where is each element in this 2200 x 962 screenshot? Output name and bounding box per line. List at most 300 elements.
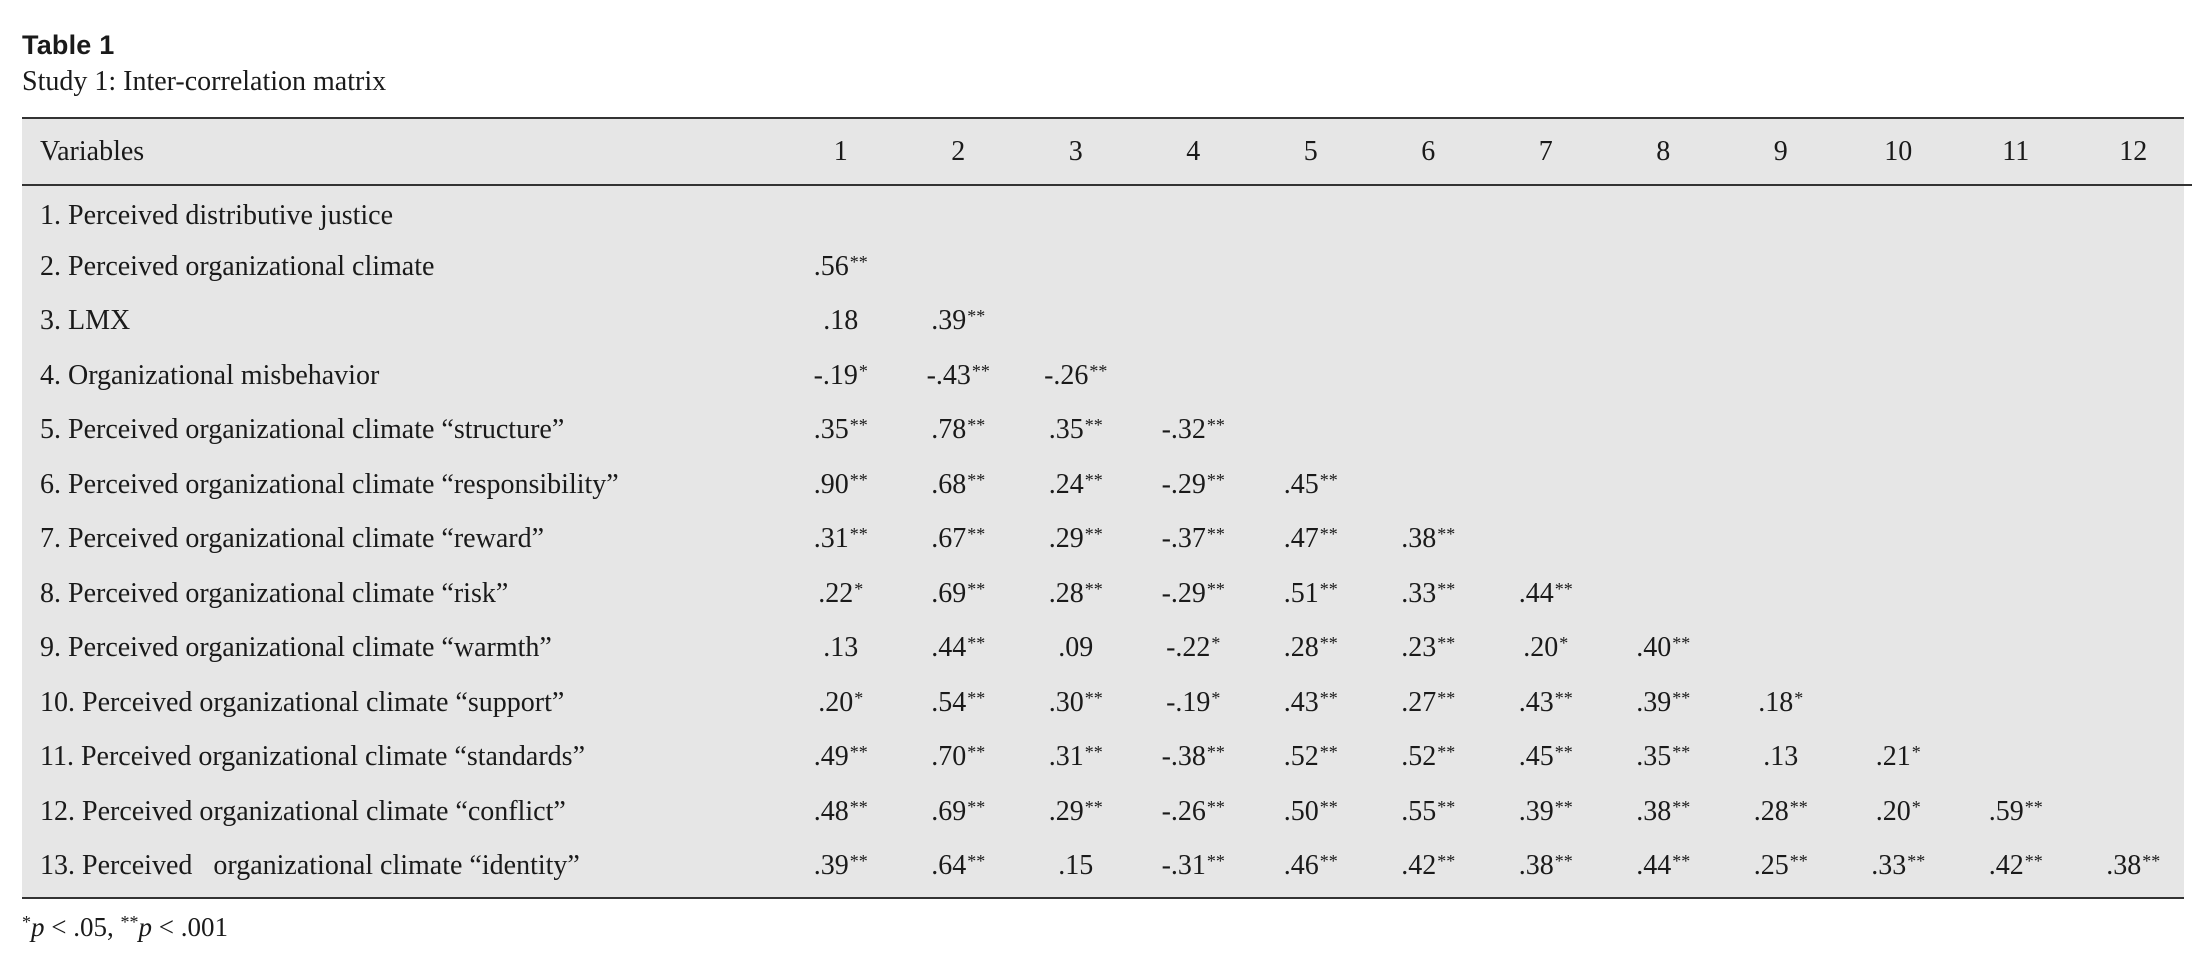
- correlation-cell: [1135, 785, 1253, 840]
- correlation-cell: [1135, 349, 1253, 404]
- significance-stars: **: [1789, 796, 1808, 817]
- correlation-cell: [2075, 403, 2193, 458]
- significance-stars: **: [1554, 687, 1573, 708]
- correlation-cell: [1135, 294, 1253, 349]
- table-row: [22, 730, 2192, 785]
- correlation-cell: [782, 512, 900, 567]
- correlation-cell: [1487, 294, 1605, 349]
- variable-name: 2. Perceived organizational climate: [40, 250, 435, 282]
- correlation-cell: [2075, 730, 2193, 785]
- significance-stars: *: [1911, 796, 1921, 817]
- significance-stars: **: [849, 251, 868, 272]
- correlation-cell: [1487, 403, 1605, 458]
- correlation-cell: [1017, 294, 1135, 349]
- correlation-cell: [900, 621, 1018, 676]
- correlation-cell: [1722, 185, 1840, 240]
- correlation-cell: [1840, 512, 1958, 567]
- significance-stars: **: [1206, 796, 1225, 817]
- significance-stars: **: [1206, 851, 1225, 872]
- correlation-cell: [900, 240, 1018, 295]
- correlation-value: -.29: [1161, 577, 1206, 609]
- correlation-cell: [1605, 512, 1723, 567]
- variable-name: 8. Perceived organizational climate “risk”: [40, 577, 509, 609]
- correlation-cell: [1370, 403, 1488, 458]
- significance-stars: **: [967, 851, 986, 872]
- correlation-cell: [900, 839, 1018, 894]
- significance-stars: **: [1206, 578, 1225, 599]
- correlation-value: .29: [1048, 795, 1084, 827]
- significance-stars: **: [967, 796, 986, 817]
- correlation-cell: [1722, 730, 1840, 785]
- correlation-value: .20: [1875, 795, 1911, 827]
- correlation-value: .30: [1048, 686, 1084, 718]
- correlation-cell: [1722, 621, 1840, 676]
- correlation-value: .52: [1401, 741, 1437, 773]
- significance-stars: **: [967, 469, 986, 490]
- correlation-cell: [1957, 349, 2075, 404]
- correlation-cell: [1252, 676, 1370, 731]
- correlation-cell: [1252, 458, 1370, 513]
- correlation-table-container: [22, 117, 2184, 899]
- significance-stars: **: [1206, 415, 1225, 436]
- significance-stars: **: [1437, 524, 1456, 545]
- correlation-cell: [900, 294, 1018, 349]
- correlation-value: .69: [931, 795, 967, 827]
- correlation-value: .48: [813, 795, 849, 827]
- significance-stars: **: [1319, 851, 1338, 872]
- correlation-cell: [1370, 240, 1488, 295]
- significance-stars: **: [1206, 524, 1225, 545]
- correlation-value: .15: [1058, 850, 1094, 882]
- significance-stars: **: [967, 578, 986, 599]
- significance-stars: **: [1206, 742, 1225, 763]
- table-body: [22, 185, 2192, 894]
- correlation-cell: [1605, 785, 1723, 840]
- correlation-value: .28: [1048, 577, 1084, 609]
- correlation-cell: [1017, 785, 1135, 840]
- correlation-value: -.38: [1161, 741, 1206, 773]
- correlation-value: .55: [1401, 795, 1437, 827]
- correlation-cell: [1252, 512, 1370, 567]
- correlation-cell: [782, 458, 900, 513]
- significance-stars: **: [2024, 796, 2043, 817]
- correlation-cell: [1017, 567, 1135, 622]
- correlation-cell: [1017, 512, 1135, 567]
- significance-stars: **: [1672, 851, 1691, 872]
- significance-stars: **: [1084, 687, 1103, 708]
- correlation-cell: [1605, 458, 1723, 513]
- correlation-cell: [1840, 185, 1958, 240]
- correlation-cell: [1840, 730, 1958, 785]
- footnote-p: p: [31, 912, 45, 942]
- column-header-3: 3: [1017, 119, 1135, 185]
- correlation-cell: [2075, 512, 2193, 567]
- correlation-value: .46: [1283, 850, 1319, 882]
- correlation-cell: [1957, 458, 2075, 513]
- correlation-cell: [1605, 349, 1723, 404]
- correlation-cell: [2075, 349, 2193, 404]
- correlation-value: .22: [818, 577, 854, 609]
- correlation-value: .47: [1283, 523, 1319, 555]
- correlation-value: .13: [1763, 741, 1799, 773]
- significance-stars: **: [1319, 742, 1338, 763]
- significance-stars: **: [1437, 633, 1456, 654]
- correlation-table: [22, 119, 2192, 894]
- correlation-value: -.19: [1166, 686, 1211, 718]
- correlation-cell: [1487, 512, 1605, 567]
- column-header-12: 12: [2075, 119, 2193, 185]
- correlation-value: .13: [823, 632, 859, 664]
- table-row: [22, 512, 2192, 567]
- correlation-cell: [1370, 349, 1488, 404]
- correlation-cell: [1135, 403, 1253, 458]
- correlation-cell: [1722, 458, 1840, 513]
- significance-stars: **: [967, 633, 986, 654]
- correlation-cell: [1605, 621, 1723, 676]
- correlation-cell: [1840, 294, 1958, 349]
- correlation-cell: [1017, 185, 1135, 240]
- correlation-value: .54: [931, 686, 967, 718]
- correlation-cell: [1135, 512, 1253, 567]
- correlation-cell: [1487, 839, 1605, 894]
- correlation-cell: [900, 185, 1018, 240]
- correlation-value: .31: [813, 523, 849, 555]
- column-header-4: 4: [1135, 119, 1253, 185]
- column-header-2: 2: [900, 119, 1018, 185]
- correlation-value: -.32: [1161, 414, 1206, 446]
- significance-stars: **: [967, 687, 986, 708]
- column-header-5: 5: [1252, 119, 1370, 185]
- correlation-cell: [900, 785, 1018, 840]
- correlation-value: .33: [1401, 577, 1437, 609]
- significance-stars: **: [1672, 633, 1691, 654]
- significance-stars: *: [858, 360, 868, 381]
- correlation-value: -.43: [926, 359, 971, 391]
- correlation-value: -.26: [1044, 359, 1089, 391]
- correlation-value: .28: [1753, 795, 1789, 827]
- significance-stars: **: [1437, 796, 1456, 817]
- significance-stars: **: [1084, 469, 1103, 490]
- correlation-cell: [1722, 349, 1840, 404]
- correlation-cell: [2075, 294, 2193, 349]
- correlation-value: .39: [1518, 795, 1554, 827]
- variable-name: 11. Perceived organizational climate “standards”: [40, 741, 586, 773]
- significance-stars: **: [1554, 851, 1573, 872]
- correlation-value: -.29: [1161, 468, 1206, 500]
- correlation-cell: [1252, 730, 1370, 785]
- correlation-cell: [2075, 567, 2193, 622]
- significance-stars: **: [2024, 851, 2043, 872]
- significance-stars: **: [1789, 851, 1808, 872]
- significance-stars: **: [967, 524, 986, 545]
- correlation-value: .70: [931, 741, 967, 773]
- correlation-value: .45: [1283, 468, 1319, 500]
- correlation-value: .90: [813, 468, 849, 500]
- correlation-cell: [900, 512, 1018, 567]
- variable-name: 3. LMX: [40, 305, 131, 337]
- column-header-6: 6: [1370, 119, 1488, 185]
- correlation-value: .44: [1636, 850, 1672, 882]
- significance-stars: **: [1437, 578, 1456, 599]
- correlation-value: .52: [1283, 741, 1319, 773]
- correlation-cell: [1840, 839, 1958, 894]
- correlation-cell: [1487, 567, 1605, 622]
- significance-stars: **: [1084, 578, 1103, 599]
- variable-name: 12. Perceived organizational climate “conflict”: [40, 795, 566, 827]
- correlation-cell: [1487, 185, 1605, 240]
- footnote: [22, 912, 228, 943]
- correlation-cell: [1017, 676, 1135, 731]
- variable-name: 1. Perceived distributive justice: [40, 199, 394, 231]
- correlation-value: .38: [2106, 850, 2142, 882]
- correlation-value: .45: [1518, 741, 1554, 773]
- correlation-value: .68: [931, 468, 967, 500]
- significance-stars: **: [1319, 633, 1338, 654]
- significance-stars: **: [849, 415, 868, 436]
- significance-stars: **: [1319, 469, 1338, 490]
- correlation-cell: [782, 185, 900, 240]
- table-label: Table 1: [22, 30, 115, 60]
- correlation-cell: [1957, 567, 2075, 622]
- variable-name: 9. Perceived organizational climate “warmth”: [40, 632, 552, 664]
- correlation-cell: [1017, 621, 1135, 676]
- correlation-cell: [1605, 185, 1723, 240]
- correlation-cell: [1370, 839, 1488, 894]
- correlation-value: .39: [1636, 686, 1672, 718]
- correlation-value: -.37: [1161, 523, 1206, 555]
- correlation-cell: [1722, 240, 1840, 295]
- footnote-threshold-2: < .001: [151, 912, 228, 942]
- correlation-cell: [1722, 294, 1840, 349]
- correlation-cell: [1135, 458, 1253, 513]
- correlation-value: .38: [1401, 523, 1437, 555]
- correlation-cell: [1957, 512, 2075, 567]
- significance-stars: **: [1319, 687, 1338, 708]
- correlation-value: .40: [1636, 632, 1672, 664]
- variable-name: 4. Organizational misbehavior: [40, 359, 380, 391]
- correlation-cell: [1370, 730, 1488, 785]
- correlation-cell: [1487, 676, 1605, 731]
- correlation-cell: [782, 839, 900, 894]
- correlation-cell: [1252, 621, 1370, 676]
- correlation-value: .43: [1283, 686, 1319, 718]
- correlation-value: .18: [1758, 686, 1794, 718]
- correlation-value: .24: [1048, 468, 1084, 500]
- column-header-10: 10: [1840, 119, 1958, 185]
- correlation-value: .35: [1636, 741, 1672, 773]
- table-row: [22, 567, 2192, 622]
- correlation-value: .44: [931, 632, 967, 664]
- correlation-cell: [1957, 185, 2075, 240]
- correlation-value: .51: [1283, 577, 1319, 609]
- column-header-7: 7: [1487, 119, 1605, 185]
- table-row: [22, 349, 2192, 404]
- correlation-cell: [1487, 730, 1605, 785]
- significance-stars: *: [854, 578, 864, 599]
- correlation-value: -.19: [813, 359, 858, 391]
- correlation-cell: [900, 458, 1018, 513]
- correlation-value: .59: [1988, 795, 2024, 827]
- significance-stars: **: [849, 469, 868, 490]
- correlation-cell: [1370, 567, 1488, 622]
- correlation-value: .42: [1401, 850, 1437, 882]
- correlation-cell: [1722, 567, 1840, 622]
- correlation-cell: [900, 403, 1018, 458]
- correlation-cell: [1840, 240, 1958, 295]
- significance-stars: *: [1211, 633, 1221, 654]
- significance-stars: **: [1084, 524, 1103, 545]
- correlation-value: .23: [1401, 632, 1437, 664]
- correlation-cell: [782, 403, 900, 458]
- significance-stars: **: [1084, 742, 1103, 763]
- significance-stars: **: [1907, 851, 1926, 872]
- correlation-cell: [1605, 676, 1723, 731]
- correlation-cell: [2075, 676, 2193, 731]
- significance-stars: **: [1437, 742, 1456, 763]
- variable-name: 10. Perceived organizational climate “support”: [40, 686, 565, 718]
- table-header: [22, 119, 2192, 185]
- correlation-cell: [1722, 403, 1840, 458]
- footnote-p: p: [138, 912, 152, 942]
- correlation-cell: [1017, 240, 1135, 295]
- correlation-cell: [1252, 349, 1370, 404]
- correlation-cell: [1252, 567, 1370, 622]
- correlation-cell: [1605, 730, 1723, 785]
- correlation-cell: [1605, 294, 1723, 349]
- correlation-cell: [1135, 240, 1253, 295]
- correlation-value: .50: [1283, 795, 1319, 827]
- significance-stars: **: [1319, 524, 1338, 545]
- correlation-cell: [1957, 785, 2075, 840]
- correlation-cell: [900, 676, 1018, 731]
- correlation-value: .28: [1283, 632, 1319, 664]
- correlation-value: -.31: [1161, 850, 1206, 882]
- correlation-cell: [1722, 512, 1840, 567]
- table-row: [22, 785, 2192, 840]
- correlation-cell: [2075, 785, 2193, 840]
- significance-stars: **: [849, 796, 868, 817]
- table-row: [22, 294, 2192, 349]
- correlation-cell: [782, 294, 900, 349]
- header-row: [22, 119, 2192, 185]
- variable-name: 5. Perceived organizational climate “structure”: [40, 414, 565, 446]
- correlation-cell: [1605, 240, 1723, 295]
- correlation-cell: [1017, 349, 1135, 404]
- column-header-9: 9: [1722, 119, 1840, 185]
- correlation-value: .18: [823, 305, 859, 337]
- significance-stars: **: [1554, 796, 1573, 817]
- correlation-cell: [782, 240, 900, 295]
- correlation-cell: [1017, 839, 1135, 894]
- variable-name: 7. Perceived organizational climate “reward”: [40, 523, 545, 555]
- correlation-cell: [1370, 621, 1488, 676]
- correlation-cell: [1017, 730, 1135, 785]
- significance-stars: *: [1559, 633, 1569, 654]
- significance-stars: **: [849, 742, 868, 763]
- correlation-cell: [1135, 676, 1253, 731]
- significance-stars: **: [1672, 687, 1691, 708]
- correlation-cell: [1252, 240, 1370, 295]
- correlation-value: .35: [813, 414, 849, 446]
- correlation-cell: [900, 567, 1018, 622]
- correlation-cell: [1370, 676, 1488, 731]
- correlation-cell: [1135, 730, 1253, 785]
- significance-stars: **: [1319, 796, 1338, 817]
- variable-name: 13. Perceived organizational climate “identity”: [40, 850, 580, 882]
- significance-stars: **: [1554, 742, 1573, 763]
- significance-stars: **: [2142, 851, 2161, 872]
- significance-stars: *: [1911, 742, 1921, 763]
- correlation-cell: [782, 785, 900, 840]
- correlation-cell: [1370, 458, 1488, 513]
- correlation-cell: [2075, 185, 2193, 240]
- significance-stars: **: [1089, 360, 1108, 381]
- correlation-cell: [1135, 567, 1253, 622]
- correlation-cell: [1370, 785, 1488, 840]
- correlation-value: .38: [1518, 850, 1554, 882]
- correlation-cell: [782, 676, 900, 731]
- correlation-cell: [1722, 839, 1840, 894]
- correlation-cell: [1840, 458, 1958, 513]
- correlation-cell: [1605, 403, 1723, 458]
- significance-stars: **: [849, 524, 868, 545]
- correlation-cell: [1957, 240, 2075, 295]
- correlation-cell: [1017, 458, 1135, 513]
- significance-stars: **: [1672, 796, 1691, 817]
- correlation-cell: [1017, 403, 1135, 458]
- correlation-cell: [1840, 621, 1958, 676]
- table-row: [22, 403, 2192, 458]
- correlation-value: .21: [1875, 741, 1911, 773]
- table-row: [22, 839, 2192, 894]
- correlation-cell: [1252, 785, 1370, 840]
- significance-stars: **: [1084, 796, 1103, 817]
- significance-stars: **: [971, 360, 990, 381]
- correlation-value: .33: [1871, 850, 1907, 882]
- table-caption: Study 1: Inter-correlation matrix: [22, 66, 387, 97]
- significance-stars: **: [1437, 687, 1456, 708]
- correlation-value: .56: [813, 250, 849, 282]
- table-row: [22, 676, 2192, 731]
- correlation-cell: [1252, 839, 1370, 894]
- correlation-value: -.22: [1166, 632, 1211, 664]
- significance-stars: **: [849, 851, 868, 872]
- correlation-value: .39: [931, 305, 967, 337]
- correlation-value: .20: [818, 686, 854, 718]
- correlation-cell: [782, 621, 900, 676]
- footnote-threshold-1: < .05,: [44, 912, 121, 942]
- significance-stars: **: [1084, 415, 1103, 436]
- correlation-value: .39: [813, 850, 849, 882]
- footnote-symbol-single: *: [22, 912, 31, 932]
- correlation-cell: [2075, 621, 2193, 676]
- correlation-value: .78: [931, 414, 967, 446]
- correlation-value: .35: [1048, 414, 1084, 446]
- significance-stars: **: [1554, 578, 1573, 599]
- correlation-value: .44: [1518, 577, 1554, 609]
- correlation-cell: [1957, 839, 2075, 894]
- correlation-cell: [1487, 349, 1605, 404]
- correlation-cell: [1605, 839, 1723, 894]
- correlation-cell: [1957, 730, 2075, 785]
- column-header-8: 8: [1605, 119, 1723, 185]
- correlation-value: .25: [1753, 850, 1789, 882]
- correlation-cell: [2075, 839, 2193, 894]
- correlation-value: .49: [813, 741, 849, 773]
- correlation-value: .42: [1988, 850, 2024, 882]
- correlation-cell: [2075, 240, 2193, 295]
- correlation-cell: [1840, 567, 1958, 622]
